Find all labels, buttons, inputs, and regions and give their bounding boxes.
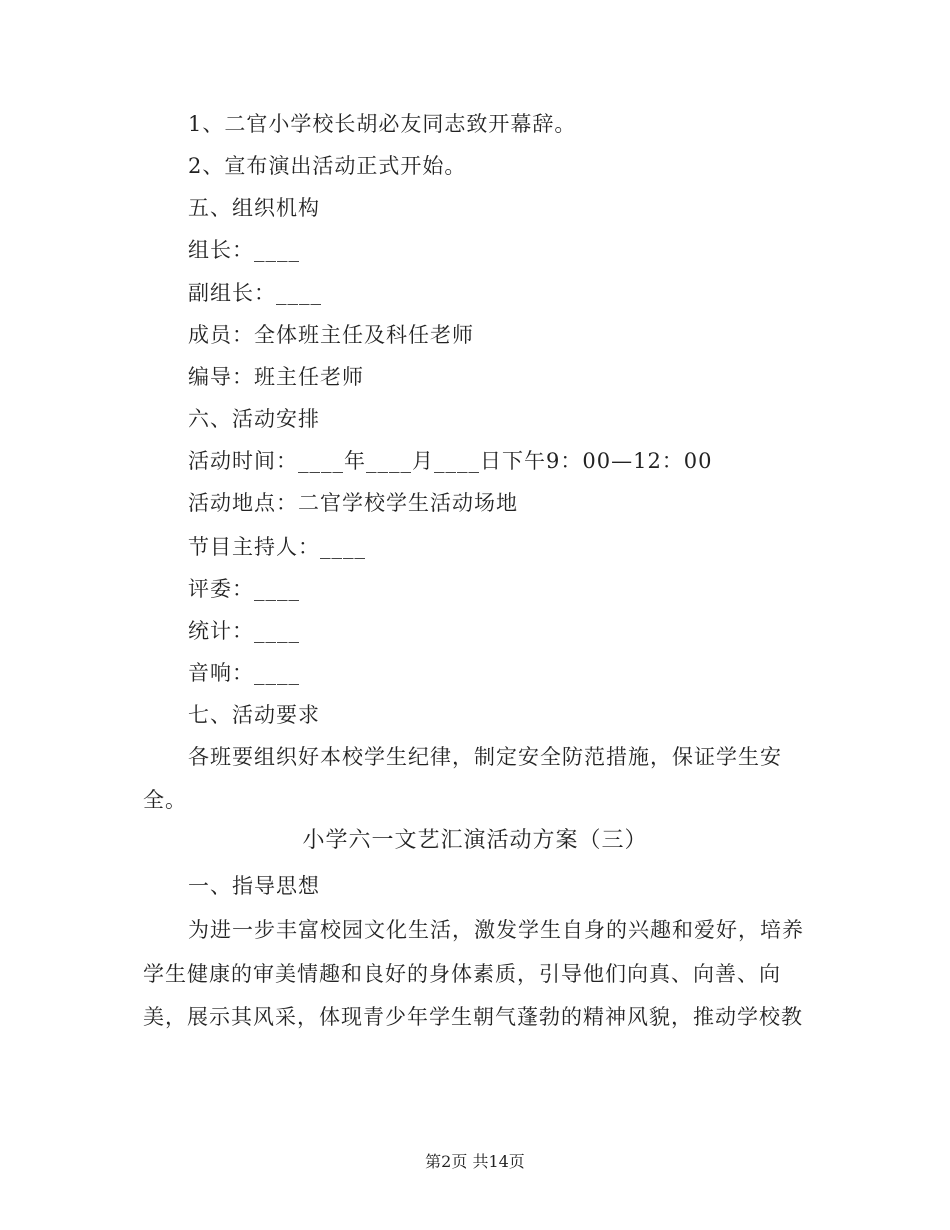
paragraph-line: 为进一步丰富校园文化生活，激发学生自身的兴趣和爱好，培养	[188, 918, 804, 942]
paragraph-line: 各班要组织好本校学生纪律，制定安全防范措施，保证学生安	[188, 745, 782, 769]
text-line: 1、二官小学校长胡必友同志致开幕辞。	[188, 112, 577, 136]
text-line: 活动地点：二官学校学生活动场地	[188, 491, 518, 515]
text-line: 2、宣布演出活动正式开始。	[188, 154, 467, 178]
section-heading: 六、活动安排	[188, 407, 320, 431]
section-heading: 五、组织机构	[188, 196, 320, 220]
section-heading: 七、活动要求	[188, 703, 320, 727]
section-heading: 一、指导思想	[188, 874, 320, 898]
text-line: 评委：____	[188, 577, 300, 601]
text-line: 编导：班主任老师	[188, 365, 364, 389]
paragraph-line: 全。	[143, 788, 187, 812]
paragraph-line: 美，展示其风采，体现青少年学生朝气蓬勃的精神风貌，推动学校教	[143, 1005, 803, 1029]
text-line: 活动时间：____年____月____日下午9：00—12：00	[188, 449, 713, 473]
text-line: 成员：全体班主任及科任老师	[188, 323, 474, 347]
page-number: 第2页 共14页	[425, 1152, 525, 1171]
section-title: 小学六一文艺汇演活动方案（三）	[302, 828, 648, 853]
text-line: 音响：____	[188, 661, 300, 685]
paragraph-line: 学生健康的审美情趣和良好的身体素质，引导他们向真、向善、向	[143, 962, 781, 986]
text-line: 副组长：____	[188, 281, 322, 305]
text-line: 统计：____	[188, 619, 300, 643]
text-line: 节目主持人：____	[188, 535, 366, 559]
text-line: 组长：____	[188, 238, 300, 262]
